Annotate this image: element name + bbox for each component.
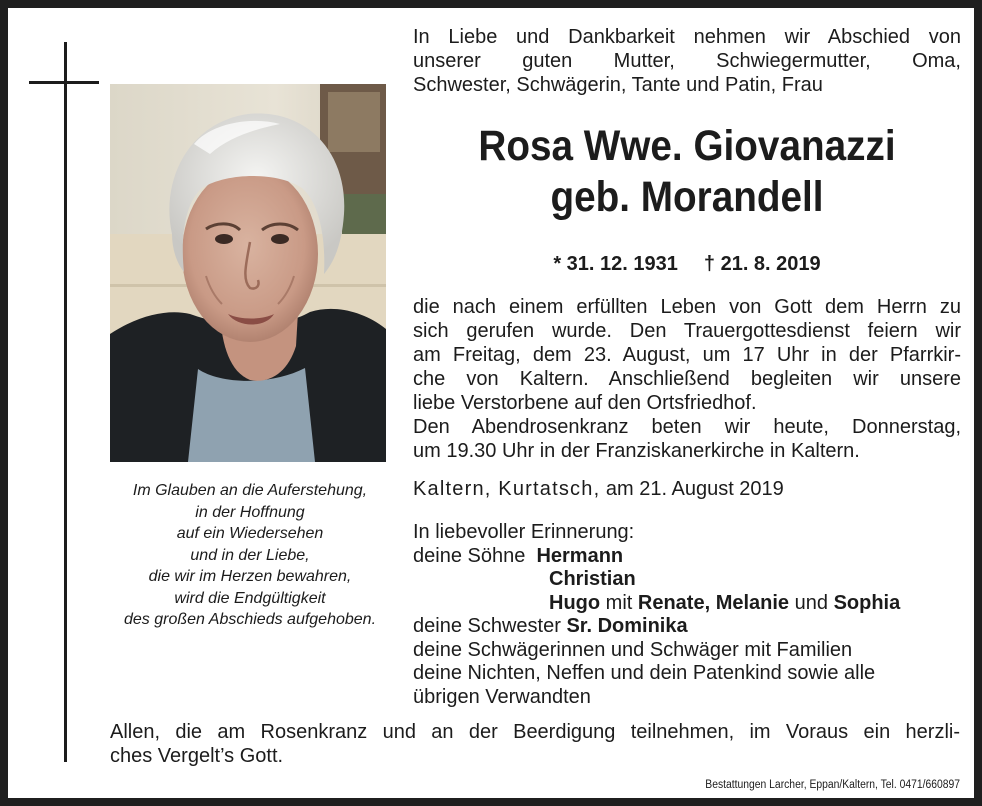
- sister-name: Sr. Dominika: [566, 615, 688, 637]
- son-name: Hermann: [536, 544, 624, 567]
- closing-line: Allen, die am Rosenkranz und an der Beerdigung teilnehmen, im Voraus ein herzli-: [110, 721, 960, 743]
- maiden-name: geb. Morandell: [550, 173, 824, 221]
- closing-thanks: [110, 720, 960, 768]
- sons-line: [413, 568, 961, 592]
- sons-line: [413, 592, 961, 616]
- motto-line: auf ein Wiedersehen: [176, 525, 324, 542]
- closing-line: ches Vergelt’s Gott.: [110, 745, 284, 767]
- mit-text: mit: [605, 591, 633, 614]
- body-line: um 19.30 Uhr in der Franziskanerkirche in Kaltern.: [413, 440, 860, 462]
- motto-line: die wir im Herzen bewahren,: [148, 568, 352, 585]
- portrait-photo: [110, 84, 386, 462]
- body-line: che von Kaltern. Anschließend begleiten wir unsere: [413, 368, 961, 390]
- body-line: die nach einem erfüllten Leben von Gott dem Herrn zu: [413, 296, 961, 318]
- sister-line: [413, 615, 961, 639]
- mourners-heading: In liebevoller Erinnerung:: [413, 521, 635, 543]
- body-line: liebe Verstorbene auf den Ortsfriedhof.: [413, 392, 757, 414]
- body-line: Den Abendrosenkranz beten wir heute, Donnerstag,: [413, 416, 961, 438]
- inlaws-line: deine Schwägerinnen und Schwäger mit Familien: [413, 638, 853, 661]
- funeral-home-footer: Bestattungen Larcher, Eppan/Kaltern, Tel. 0471/660897: [705, 779, 960, 791]
- motto-verse: [104, 480, 396, 631]
- intro-text: [413, 25, 961, 97]
- motto-line: in der Hoffnung: [195, 503, 305, 521]
- grandchildren-names: Renate, Melanie: [637, 591, 790, 614]
- deceased-name-block: [440, 121, 933, 223]
- motto-line: und in der Liebe,: [190, 546, 310, 564]
- son-name: Hugo: [549, 591, 601, 614]
- nieces-line: deine Nichten, Neffen und dein Patenkind sowie alle: [413, 662, 876, 684]
- birth-date: * 31. 12. 1931: [553, 253, 678, 275]
- notice-date: am 21. August 2019: [605, 478, 784, 500]
- deceased-name: Rosa Wwe. Giovanazzi: [478, 122, 896, 170]
- son-name: Christian: [549, 568, 636, 590]
- motto-line: Im Glauben an die Auferstehung,: [132, 482, 368, 499]
- grandchild-name: Sophia: [833, 591, 901, 614]
- service-details: [413, 295, 961, 463]
- place-and-date: [413, 478, 961, 501]
- death-date: † 21. 8. 2019: [703, 253, 821, 275]
- motto-line: wird die Endgültigkeit: [174, 589, 326, 607]
- places: Kaltern, Kurtatsch,: [413, 478, 601, 500]
- cross-icon-vertical: [64, 42, 67, 762]
- sons-label: deine Söhne: [413, 544, 526, 567]
- sister-label: deine Schwester: [413, 615, 561, 637]
- mourners-list: [413, 521, 961, 709]
- intro-line: Schwester, Schwägerin, Tante und Patin, Frau: [413, 74, 823, 96]
- body-line: am Freitag, dem 23. August, um 17 Uhr in der Pfarrkir-: [413, 344, 961, 366]
- sons-line: [413, 545, 961, 569]
- cross-icon-horizontal: [29, 81, 99, 84]
- intro-line: unserer guten Mutter, Schwiegermutter, Oma,: [413, 50, 961, 72]
- life-dates: [413, 253, 961, 276]
- und-text: und: [794, 591, 828, 614]
- relatives-line: übrigen Verwandten: [413, 685, 591, 708]
- body-line: sich gerufen wurde. Den Trauergottesdienst feiern wir: [413, 320, 961, 342]
- intro-line: In Liebe und Dankbarkeit nehmen wir Abschied von: [413, 26, 961, 48]
- motto-line: des großen Abschieds aufgehoben.: [123, 611, 377, 628]
